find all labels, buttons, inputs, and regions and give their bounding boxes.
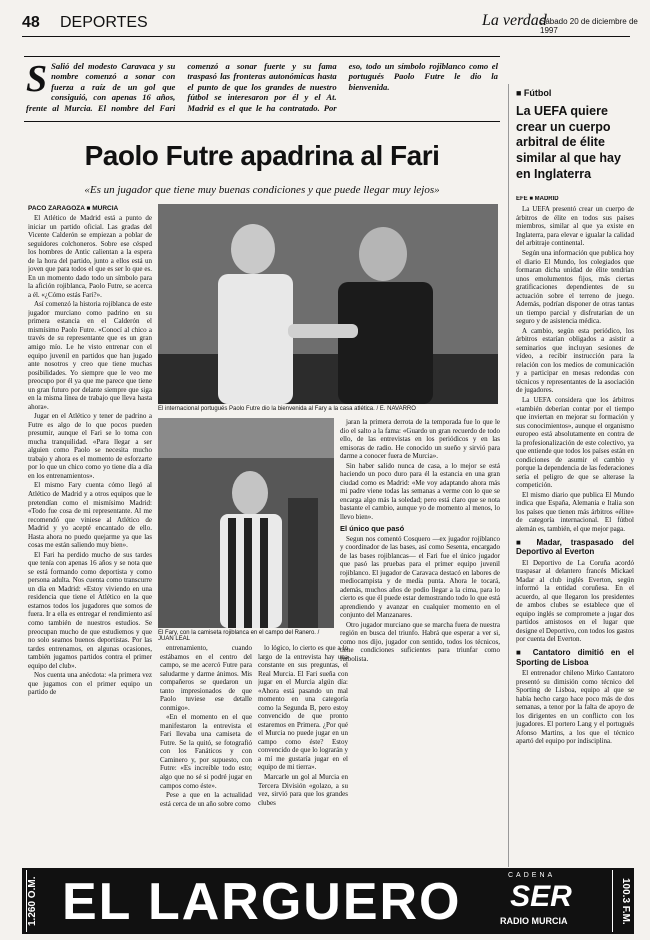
photo-futre-fari-drawing: [158, 204, 498, 404]
col1-paragraph: El Fari ha perdido mucho de sus tardes que tenía con apenas 16 años y se nota que se está formando como deportista y como persona adulta. Nos cuenta como transcurre un día en Madrid: «Estoy viviendo en una residencia que tiene el Atlético en la que estamos todos los jugadores que somos de fuera. Ir a ella es entregar el rendimiento así como también de nuestros estudios. Se preocupan mucho de que estudiemos y que no solo seamos buenos deportistas. Por las tardes entrenamos, en algunas ocasiones, también jugamos partidos contra el primer equipo del club».: [28, 550, 152, 670]
col1-paragraph: El Atlético de Madrid está a punto de iniciar un partido oficial. Las gradas del Vicente Calderón se empiezan a poblar de seguidores colchoneros. Sobre ese césped los hombres de Antic calientan a la espera de la hora del partido, junto a ellos está un joven que para todos el que es ser lo que es. En un momento dado todo un símbolo para la afición rojiblanca, Paolo Futre, se acerca a él. «¿Cómo estás Fari?».: [28, 214, 152, 299]
sidebar-body: [516, 196, 634, 864]
sidebar-paragraph: Según una información que publica hoy el diario El Mundo, los colegiados que formaran dicha unidad de élite tendrían unos emolumentos fijos, más ciertas gratificaciones dependientes de su actuación sobre el terreno de juego. Además, podrían disponer de otras tantas un tiempo parcial y disfrutarían de un seguro y de asistencia médica.: [516, 248, 634, 326]
photo-1-caption: El internacional portugués Paolo Futre dio la bienvenida al Fary a la casa atlética. / E. NAVARRO: [158, 406, 416, 412]
ad-title: EL LARGUERO: [62, 873, 462, 931]
col4-paragraph: jaran la primera derrota de la temporada fue lo que le dio el salto a la fama: «Guardo un gran recuerdo de todo ello, de las entrevistas en los periódicos y en las emisoras de radio. He conocido un sueño y sirvió para darme a conocer fuera de Murcia».: [340, 418, 500, 461]
col1-paragraph: El mismo Fary cuenta cómo llegó al Atlético de Madrid y a otros equipos que le pretendían como el mismísimo Madrid: «Todo fue cosa de mi representante. Al me recomendó que viniese al Atlético de Madrid y yo acepté encantado de ello. Hasta ahora no puedo quejarme ya que las cosas me están saliendo muy bien».: [28, 481, 152, 550]
sidebar-paragraph: La UEFA presentó crear un cuerpo de árbitros de élite en todos sus países miembros, similar al que ya existe en Inglaterra, para elevar e igualar la calidad del arbitraje continental.: [516, 205, 634, 248]
article-byline: PACO ZARAGOZA ■ MURCIA: [28, 205, 119, 212]
advertisement-banner: [22, 868, 634, 934]
col2-paragraph: Pese a que en la actualidad está cerca de un año sobre como: [160, 791, 252, 808]
col4-paragraph: Otro jugador murciano que se marcha fuera de nuestra región en busca del triunfo. Habrá que esperar a ver si, como nos dijo, jugador con sentido, todos los técnicos, tiene condiciones suficientes para triunfar como futbolista.: [340, 620, 500, 663]
issue-date: Sábado 20 de diciembre de 1997: [540, 17, 638, 35]
sidebar-headline: La UEFA quiere crear un cuerpo arbitral de élite similar al que hay en Inglaterra: [516, 104, 621, 181]
brief-1-text: El Deportivo de La Coruña acordó traspasar al delantero francés Mickael Madar al club inglés Everton, según informó la entidad coruñesa. En el acuerdo, al que llegaron los presidentes de ambos clubes se establece que el equipo inglés se compromete a jugar dos partidos amistosos en el lugar que designe el Deportivo, con todos los gastos por cuenta del Everton.: [516, 558, 634, 644]
article-lead: [24, 57, 500, 113]
col1-paragraph: Así comenzó la historia rojiblanca de este jugador murciano como padrino en su primera estancia en el Calderón el mismísimo Paolo Futre. «Conocí al chico a través de su representante que es un gran amigo mío. Le he visto entrenar con el equipo juvenil en partidos que han jugado ante nosotros y creo que tiene muchas posibilidades. Yo siempre que le veo me preocupo por él ya que me parece que tiene un gran futuro por delante siempre que siga en la misma línea de trabajo que lleva hasta ahora».: [28, 300, 152, 411]
article-column-4: [340, 418, 500, 862]
sidebar-divider: [508, 84, 509, 867]
col2-paragraph: entrenamiento, cuando estábamos en el centro del campo, se me acercó Futre para saludarme y darme ánimos. Mis compañeros se quedaron un tanto impresionados de que Paolo tuviese ese detalle conmigo».: [160, 644, 252, 712]
lead-text: Salió del modesto Caravaca y su nombre comenzó a sonar con fuerza a raíz de un gol que consiguió, con apenas 16 años, frente al Murcia. El nombre del Fari comenzó a sonar fuerte y su fama traspasó las fronteras autonómicas hasta el punto de que los grandes de nuestro fútbol se interesaron por él y el At. Madrid es el que le ha contratado. Por eso, todo un símbolo rojiblanco como el portugués Paolo Futre le dio la bienvenida.: [26, 61, 498, 113]
article-subheadline: «Es un jugador que tiene muy buenas condiciones y que puede llegar muy lejos»: [84, 184, 440, 196]
col4-paragraph: Segun nos comentó Cosquero —ex jugador rojiblanco y coordinador de las bases, así como Sesenta, encargado de las bases rojiblancas— el Fari fue el único jugador que pasó las pruebas para el primer equipo juvenil rojiblanco. El jugador de Caravaca destacó en labores de mediocampista y de media punta. Ahora le tocará, además, muchos años de podio llegar a la cima, para lo cierto es que él puede estar demostrando todo lo que está aprendiendo y avanzar en cualquier momento en el conjunto del Manzanares.: [340, 534, 500, 620]
ad-am-frequency: 1.260 O.M.: [26, 870, 43, 932]
article-column-2: [160, 644, 252, 862]
article-lead-box: [24, 56, 500, 122]
sidebar-paragraph: A cambio, según esta periódico, los árbitros estarían obligados a asistir a seminarios que incluyan sesiones de vídeo, a recibir instrucción para la relación con los medios de comunicación y a participar en mesas redondas con técnicos y representantes de la asociación de jugadores.: [516, 326, 634, 395]
col2-paragraph: «En el momento en el que manifestaron la entrevista el Fari llevaba una camiseta de Futre. Se la quitó, se fotografió con los Fanáticos y con Caminero y, por supuesto, con Futre: «Es increíble todo esto; algo que no sé si podré jugar en campos como éste».: [160, 713, 252, 790]
article-headline: Paolo Futre apadrina al Fari: [84, 140, 440, 171]
brief-2-text: El entrenador chileno Mirko Cantatoro presentó su dimisión como técnico del Sporting de Lisboa, equipo al que se había hecho cargo hace poco más de dos semanas, a tenor por la falta de apoyo de los dirigentes en un conflicto con los jugadores. El portero Lang y el portugués Afonso Martins, a los que el técnico apartó del equipo por indisciplina.: [516, 669, 634, 746]
sidebar-paragraph: El mismo diario que publica El Mundo indica que España, Alemania e Italia son los países que tienen más árbitros «élite» de categoría internacional. El fútbol alemán es, también, el que mejor paga.: [516, 490, 634, 533]
newspaper-brand: La verdad: [482, 12, 547, 29]
ser-logo-icon: SER: [510, 880, 572, 913]
photo-2-caption: El Fary, con la camiseta rojiblanca en el campo del Ranero. / JUAN LEAL: [158, 630, 320, 642]
article-column-1: [28, 214, 152, 862]
col3-paragraph: Marcarle un gol al Murcia en Tercera División «golazo, a su vez, sirvió para que los grandes clubes: [258, 772, 348, 807]
col4-paragraph: Sin haber salido nunca de casa, a lo mejor se está haciendo un poco duro para él la estancia en una gran ciudad como es Madrid: «Me voy adaptando ahora más mi padre viene todas las semanas a verme con lo que se encarga algo más la soledad; pero está claro que se nota bastante el cambio, aunque yo de momento al menos, lo llevo bien».: [340, 461, 500, 521]
header-rule: [22, 36, 630, 37]
ad-station: RADIO MURCIA: [500, 916, 568, 926]
sidebar-paragraph: La UEFA considera que los árbitros «también deberían contar por el tiempo que inviertan en mejorar su formación y sus conocimientos», aunque el organismo europeo está absolutamente en contra de la profesionalización de este colectivo, ya que entiende que todos los países están en condiciones de asumir el cambio y porque la dependencia de las federaciones sería el peligro de que se alterase la competición.: [516, 396, 634, 490]
lead-dropcap: S: [26, 58, 48, 100]
article-column-3: [258, 644, 348, 862]
sidebar-byline: EFE ■ MADRID: [516, 196, 559, 202]
col1-paragraph: Nos cuenta una anécdota: «la primera vez que jugamos con el primer equipo un partido de: [28, 671, 152, 697]
sidebar-section: ■ Fútbol: [516, 88, 552, 98]
photo-futre-fari: [158, 204, 498, 404]
col1-paragraph: Jugar en el Atlético y tener de padrino a Futre es algo de lo que pocos pueden presumir, aunque el Fari se lo toma con mucha tranquilidad. «Para llegar a ser alguien como Paolo se necesita mucho trabajo y ahora es el momento de esforzarte por lo que un chico como yo tiene día a día en los entrenamientos».: [28, 412, 152, 480]
photo-fari-camiseta: [158, 418, 334, 628]
col3-paragraph: lo lógico, lo cierto es que a lo largo de la entrevista hay una constante en sus preguntas, el Real Murcia. El Fari sueña con jugar en el Murcia algún día: «Ahora está pasando un mal momento en una categoría como la Segunda B, pero estoy convencido de que pronto estaremos en Primera. ¿Por qué el Murcia no puede jugar en un campo como éste? Estoy convencido de que lo lograrán y a mí me gustaría jugar en el equipo de mi tierra».: [258, 644, 348, 772]
section-title: DEPORTES: [60, 14, 148, 31]
ad-network: CADENA: [508, 872, 556, 879]
brief-2-title: ■ Cantatoro dimitió en el Sporting de Lisboa: [516, 648, 634, 667]
page-number: 48: [22, 14, 40, 31]
photo-fari-camiseta-drawing: [158, 418, 334, 628]
ad-fm-frequency: 100.3 F.M.: [612, 870, 631, 932]
brief-1-title: ■ Madar, traspasado del Deportivo al Everton: [516, 537, 634, 557]
col4-subhead: El único que pasó: [340, 524, 405, 534]
